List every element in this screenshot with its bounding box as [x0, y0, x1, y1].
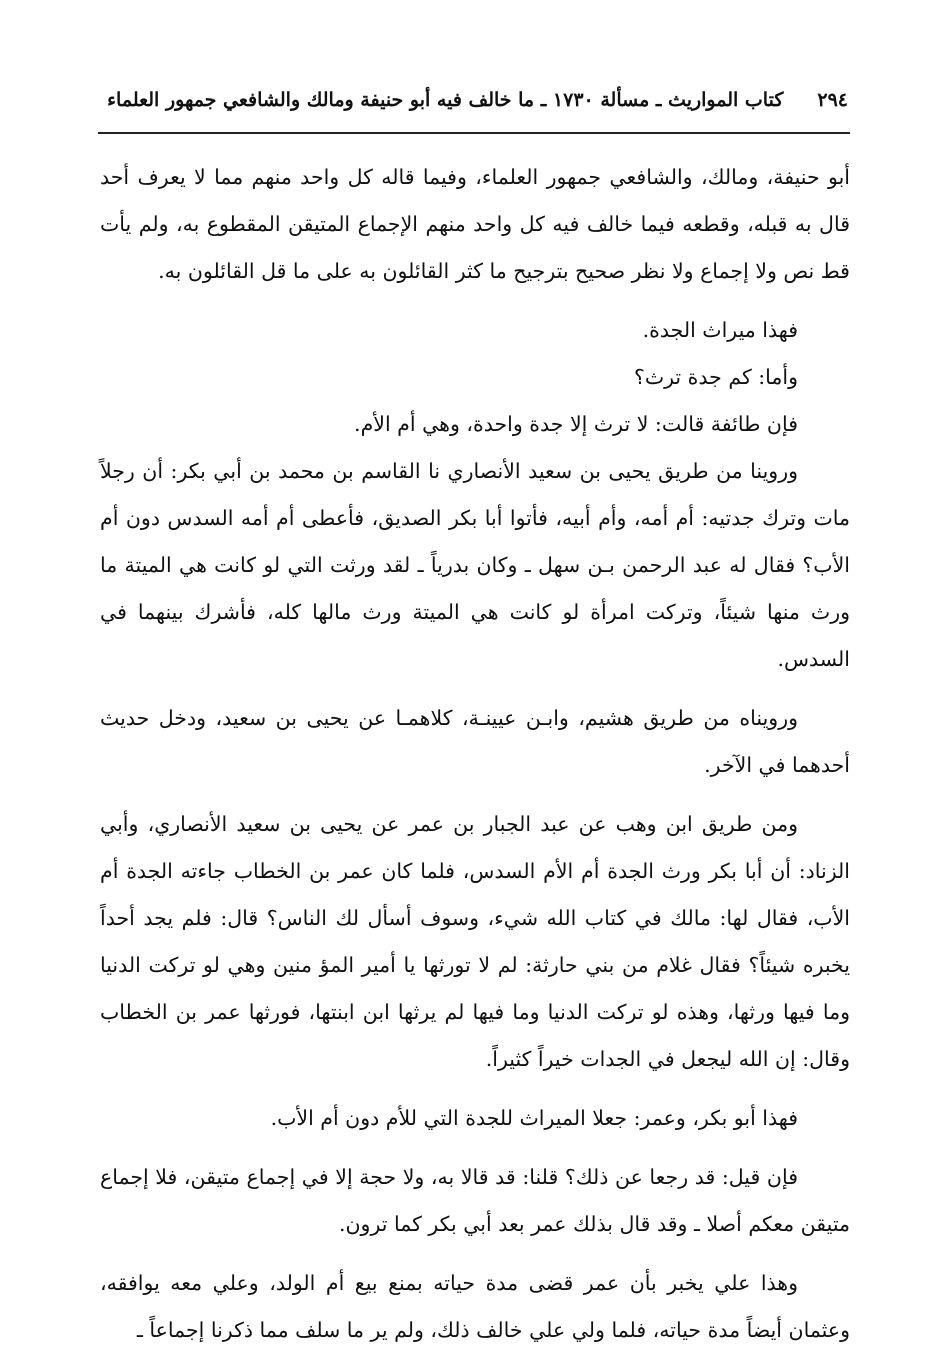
paragraph: فإن قيل: قد رجعا عن ذلك؟ قلنا: قد قالا به، ولا حجة إلا في إجماع متيقن، فلا إجماع متيقن معكم أصلا ـ وقد قال بذلك عمر بعد أبي بكر كما ترون. [100, 1165, 850, 1236]
paragraph: فهذا أبو بكر، وعمر: جعلا الميراث للجدة التي للأم دون أم الأب. [270, 1106, 798, 1130]
page-number: ٢٩٤ [817, 89, 848, 111]
paragraph: وأما: كم جدة ترث؟ [633, 365, 798, 389]
paragraph: فإن طائفة قالت: لا ترث إلا جدة واحدة، وهي أم الأم. [354, 412, 798, 436]
page-header [98, 78, 848, 122]
paragraph: فهذا ميراث الجدة. [642, 318, 798, 342]
header-rule [98, 132, 850, 134]
paragraph: ومن طريق ابن وهب عن عبد الجبار بن عمر عن يحيى بن سعيد الأنصاري، وأبي الزناد: أن أبا بكر ورث الجدة أم الأم السدس، فلما كان عمر بن الخطاب جاءته الجدة أم الأب، فقال لها: مالك في كتاب الله شيء، وسوف أسأل لك الناس؟ قال: فلم يجد أحداً يخبره شيئاً؟ فقال غلام من بني حارثة: لم لا تورثها يا أمير المؤ منين وهي لو تركت الدنيا وما فيها ورثها، وهذه لو تركت الدنيا وما فيها لم يرثها ابن ابنتها، فورثها عمر بن الخطاب وقال: إن الله ليجعل في الجدات خيراً كثيراً. [100, 812, 850, 1071]
paragraph: أبو حنيفة، ومالك، والشافعي جمهور العلماء، وفيما قاله كل واحد منهم مما لا يعرف أحد قال به قبله، وقطعه فيما خالف فيه كل واحد منهم الإجماع المتيقن المقطوع به، ولم يأت قط نص ولا إجماع ولا نظر صحيح بترجيح ما كثر القائلون به على ما قل القائلون به. [100, 165, 850, 283]
paragraph: وروينا من طريق يحيى بن سعيد الأنصاري نا القاسم بن محمد بن أبي بكر: أن رجلاً مات وترك جدتيه: أم أمه، وأم أبيه، فأتوا أبا بكر الصديق، فأعطى أم أمه السدس دون أم الأب؟ فقال له عبد الرحمن بـن سهل ـ وكان بدرياً ـ لقد ورثت التي لو كانت هي الميتة ما ورث منها شيئاً، وتركت امرأة لو كانت هي الميتة ورث مالها كله، فأشرك بينهما في السدس. [100, 459, 850, 671]
paragraph: ورويناه من طريق هشيم، وابـن عيينـة، كلاهمـا عن يحيى بن سعيد، ودخل حديث أحدهما في الآخر. [100, 706, 850, 777]
body-text [100, 154, 850, 1354]
paragraph: وهذا علي يخبر بأن عمر قضى مدة حياته بمنع بيع أم الولد، وعلي معه يوافقه، وعثمان أيضاً مدة حياته، فلما ولي علي خالف ذلك، ولم ير ما سلف مما ذكرنا إجماعاً ـ [100, 1271, 850, 1342]
running-title: كتاب المواريث ـ مسألة ١٧٣٠ ـ ما خالف فيه أبو حنيفة ومالك والشافعي جمهور العلماء [107, 89, 784, 111]
